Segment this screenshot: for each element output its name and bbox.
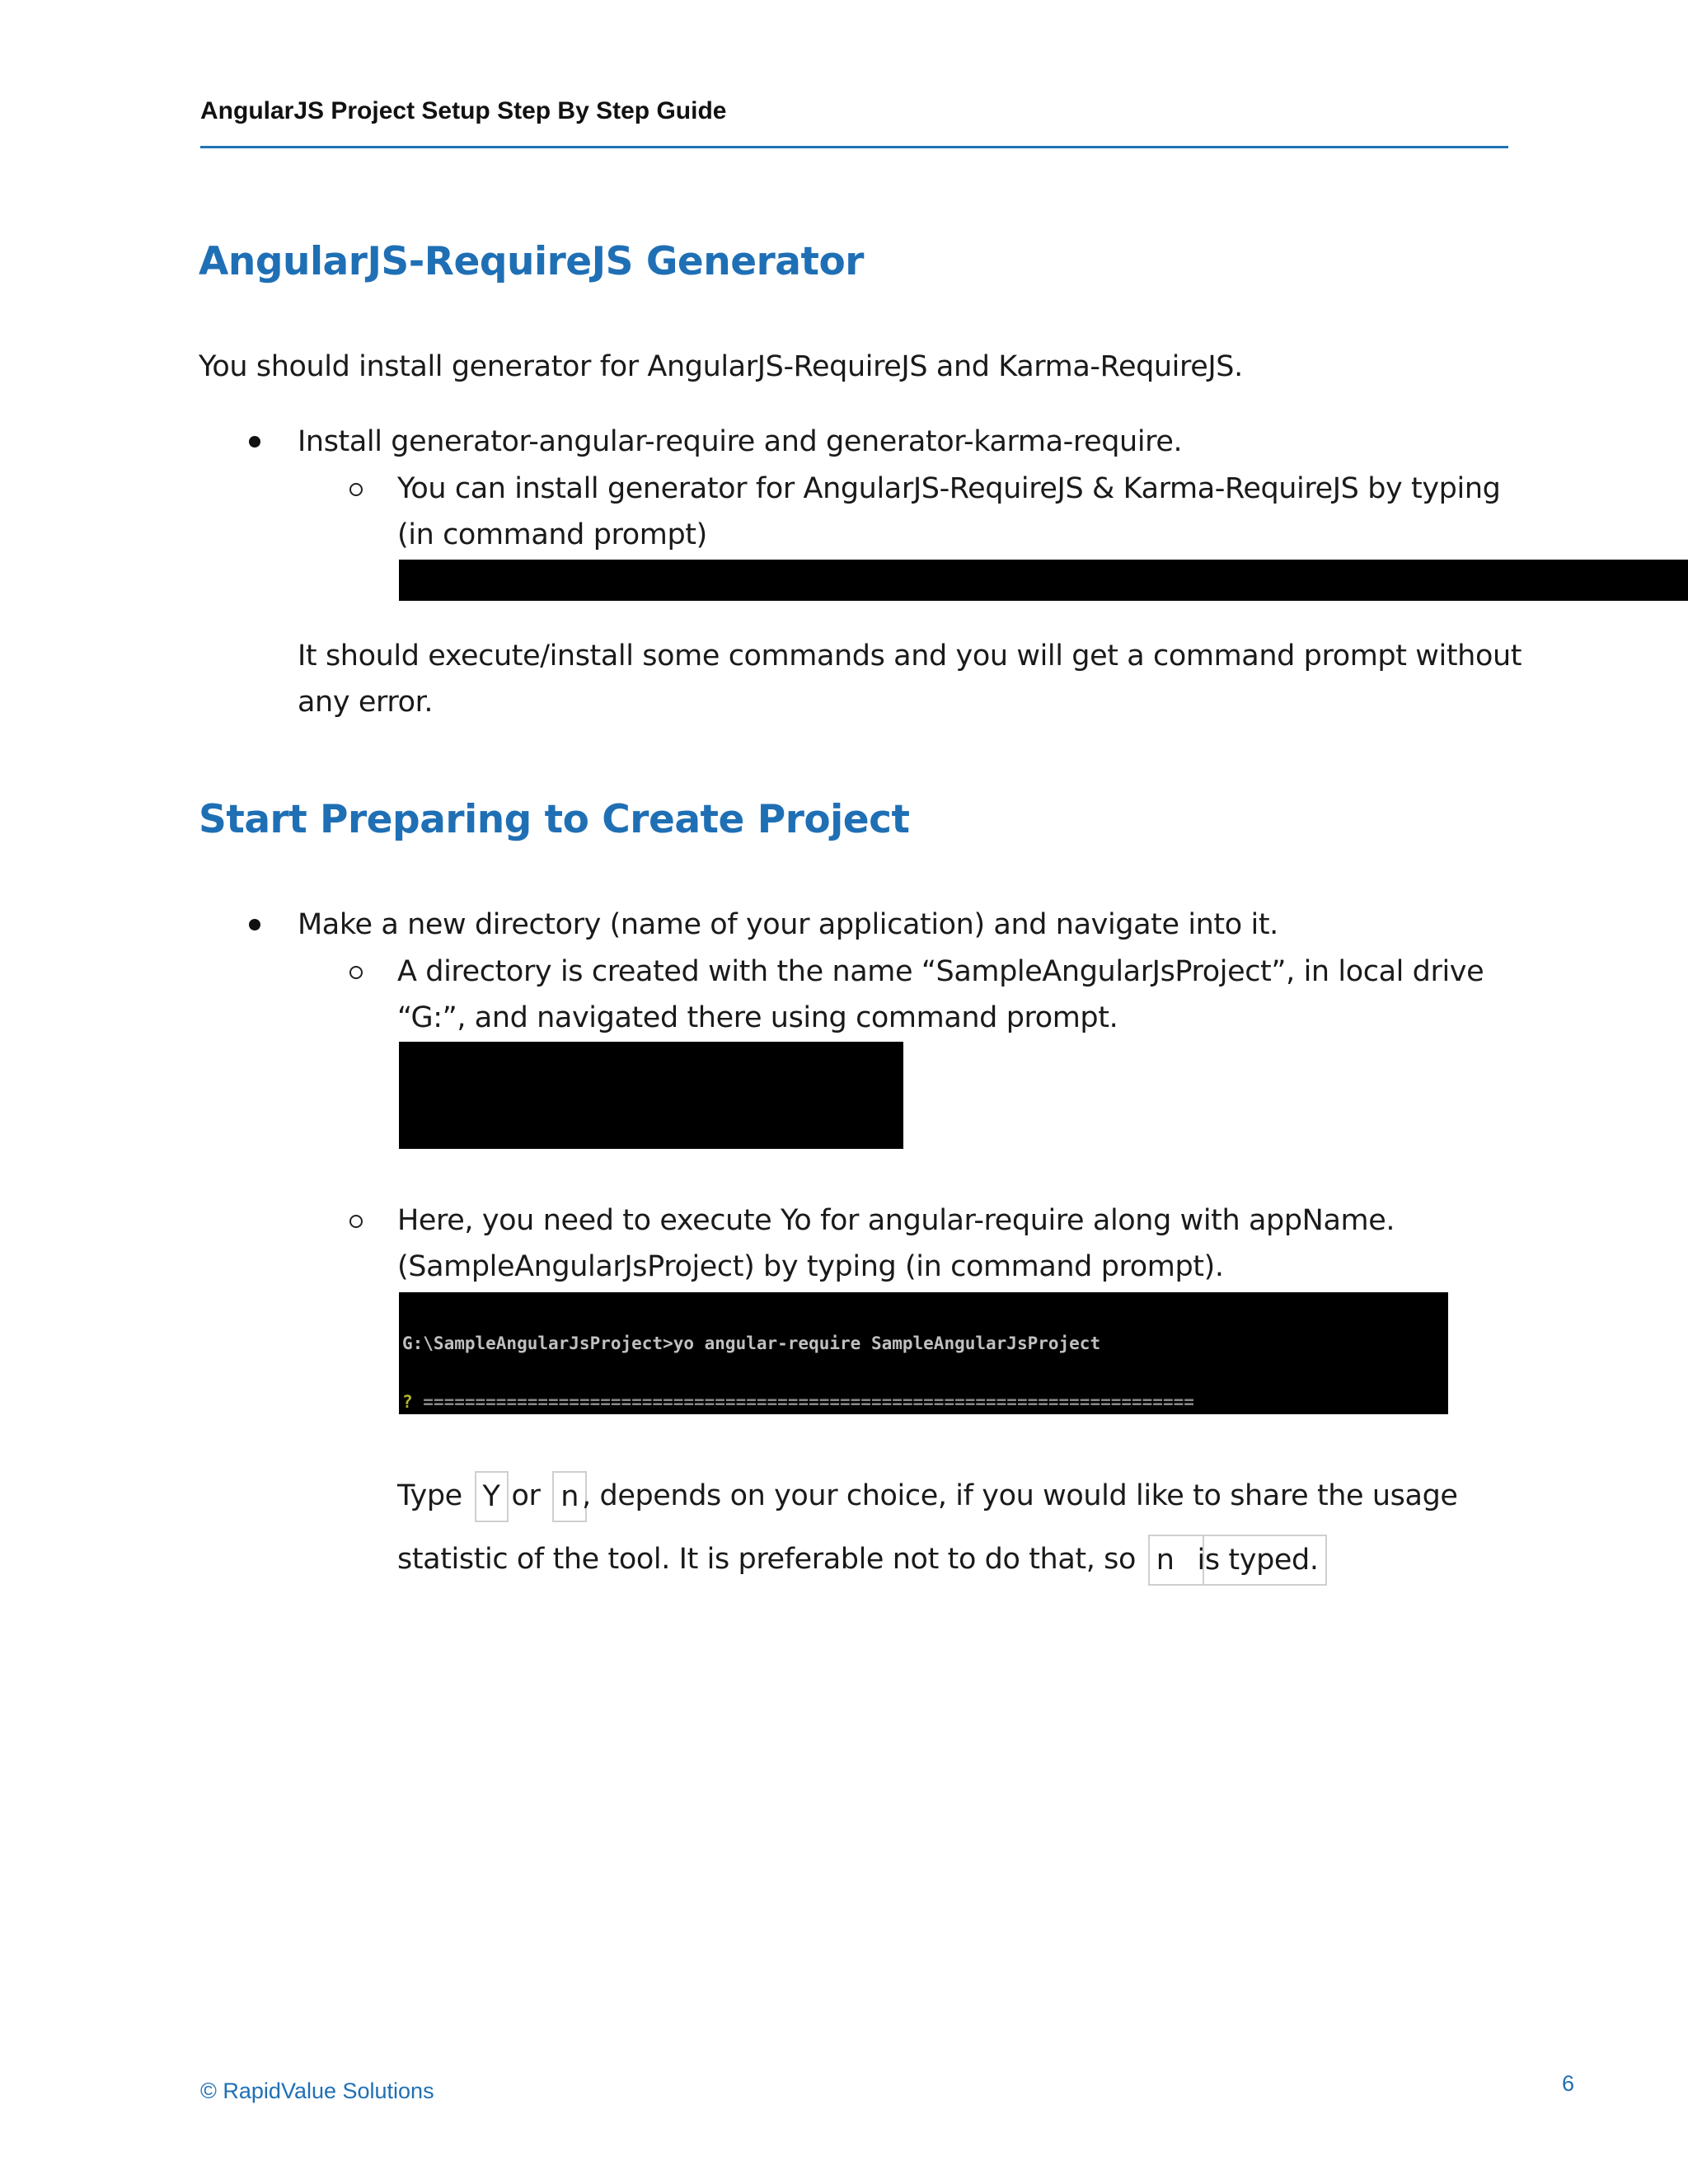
after-install-line2: any error. [298, 686, 434, 719]
key-y-box: Y [475, 1471, 509, 1522]
sub-bullet-yo-line2: (SampleAngularJsProject) by typing (in command prompt). [397, 1250, 1224, 1283]
is-typed-box [1194, 1535, 1327, 1586]
console-cd-directory [399, 1042, 903, 1149]
sub-bullet-circle [349, 483, 363, 496]
sub-bullet-install-line2: (in command prompt) [397, 518, 707, 551]
console-npm-install [399, 560, 1688, 601]
running-header: AngularJS Project Setup Step By Step Guide [200, 97, 727, 124]
intro-paragraph: You should install generator for AngularJS-RequireJS and Karma-RequireJS. [199, 350, 1243, 383]
section-heading-generator: AngularJS-RequireJS Generator [199, 239, 864, 284]
sub-bullet-yo-line1: Here, you need to execute Yo for angular-require along with appName. [397, 1204, 1395, 1237]
key-n-box: n [552, 1471, 587, 1522]
or-word: or [511, 1479, 541, 1512]
type-word: Type [397, 1479, 462, 1512]
bullet-make-directory: Make a new directory (name of your application) and navigate into it. [298, 908, 1278, 941]
type-choice-line1 [397, 1470, 1458, 1522]
sub-bullet-directory-line2: “G:”, and navigated there using command prompt. [397, 1001, 1118, 1034]
type-choice-line2 [397, 1534, 1330, 1586]
console-yo-angular-require [399, 1292, 1448, 1414]
console-yo-command: G:\SampleAngularJsProject>yo angular-require SampleAngularJsProject [402, 1333, 1101, 1353]
section-heading-prepare: Start Preparing to Create Project [199, 797, 910, 842]
page-number: 6 [1562, 2071, 1575, 2096]
sub-bullet-directory-line1: A directory is created with the name “SampleAngularJsProject”, in local drive [397, 955, 1484, 988]
type-choice-rest: , depends on your choice, if you would like to share the usage [582, 1479, 1458, 1512]
sub-bullet-circle [349, 966, 363, 979]
footer-copyright: © RapidValue Solutions [200, 2079, 434, 2103]
sub-bullet-install-line1: You can install generator for AngularJS-RequireJS & Karma-RequireJS by typing [397, 472, 1501, 505]
sub-bullet-circle [349, 1215, 363, 1228]
bullet-install-generators: Install generator-angular-require and generator-karma-require. [298, 425, 1183, 458]
bullet-dot [249, 919, 260, 930]
type-choice-line2-text: statistic of the tool. It is preferable not to do that, so [397, 1543, 1137, 1576]
console-cd-line1 [402, 1146, 903, 1149]
console-yo-rule-top: ========================================================================== [423, 1391, 1194, 1412]
bullet-dot [249, 436, 260, 448]
after-install-line1: It should execute/install some commands and you will get a command prompt without [298, 640, 1522, 673]
is-typed-text: is typed. [1197, 1544, 1319, 1577]
header-rule [200, 146, 1508, 148]
console-yo-prompt-marker: ? [402, 1391, 424, 1412]
key-n-typed: n [1156, 1544, 1175, 1577]
